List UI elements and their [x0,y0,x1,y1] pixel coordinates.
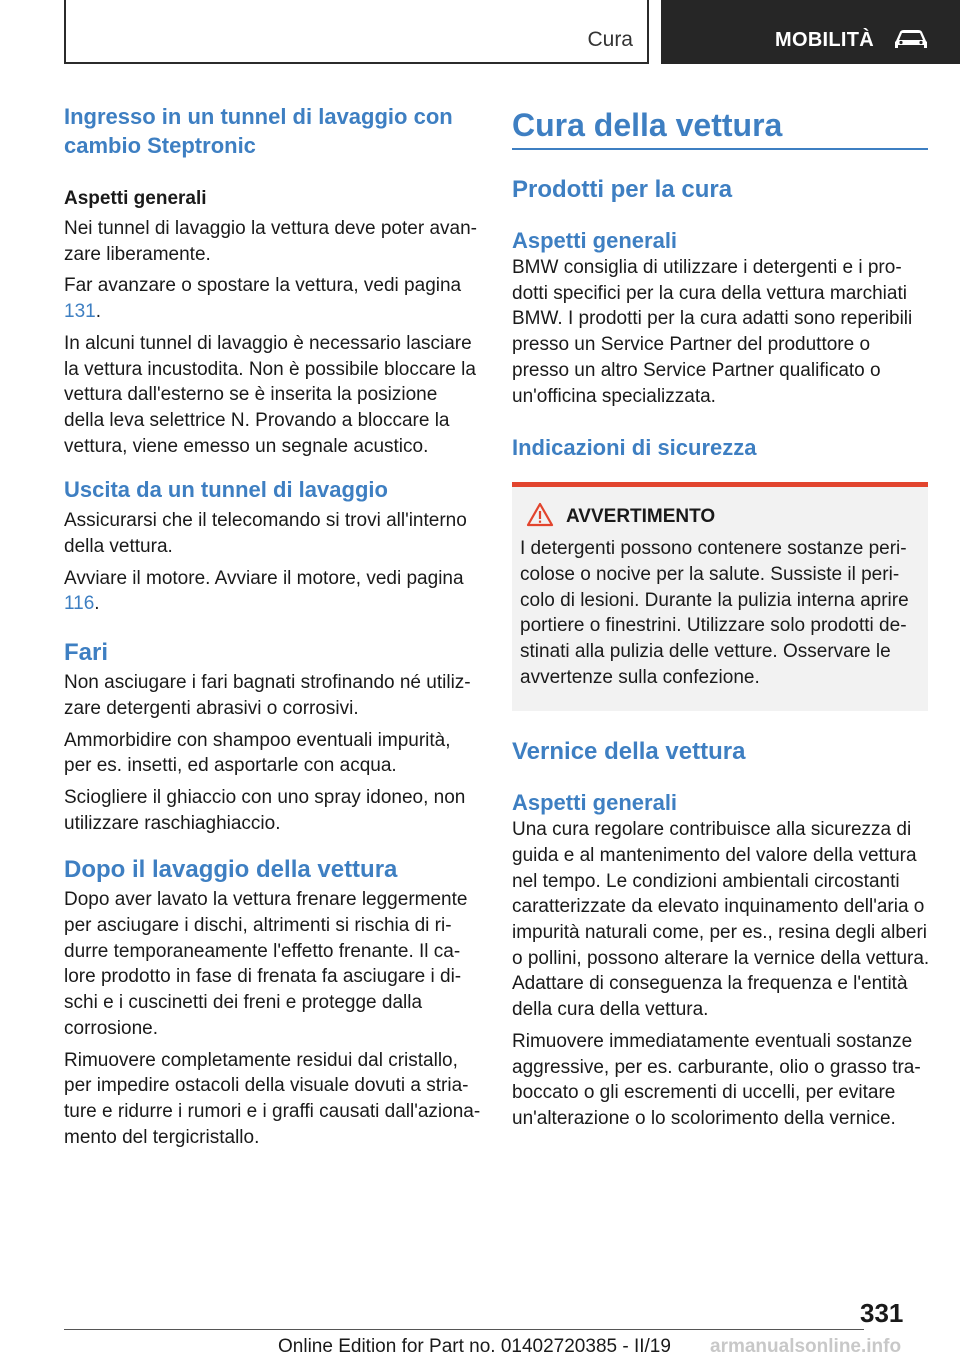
page-link-116[interactable]: 116 [64,593,95,615]
paragraph: Rimuovere completamente residui dal cristallo, per impedire ostacoli della visuale dovuti a striature e ridurre i rumori e i graffi causati dall'azionamento del tergicristallo. [64,1049,481,1148]
paragraph: In alcuni tunnel di lavaggio è necessario lasciare la vettura incustodita. Non è possibile bloccare la vettura dall'esterno se è inserita la posizione della leva selettrice N. Provando a bloccare la vettura, viene emesso un segnale acustico. [64,332,476,457]
heading-general-aspects: Aspetti generali [512,228,678,253]
paragraph-end: . [94,593,100,615]
right-column [512,102,930,1132]
paragraph-text: Far avanzare o spostare la vettura, vedi pagina [64,275,462,297]
paragraph: Sciogliere il ghiaccio con uno spray idoneo, non utilizzare raschiaghiaccio. [64,786,466,834]
heading-tunnel-steptronic: Ingresso in un tunnel di lavaggio con cambio Steptronic [64,104,453,158]
paragraph: Nei tunnel di lavaggio la vettura deve poter avanzare liberamente. [64,218,477,265]
heading-headlights: Fari [64,639,109,667]
car-icon [892,27,930,51]
paragraph: Assicurarsi che il telecomando si trovi all'interno della vettura. [64,510,467,558]
header-section-title: Cura [587,28,633,51]
heading-general-aspects: Aspetti generali [512,790,678,816]
warning-title-row [520,504,920,529]
header-chapter-title: MOBILITÀ [775,29,875,51]
heading-safety-notes: Indicazioni di sicurezza [512,435,757,461]
paragraph: Non asciugare i fari bagnati strofinando né utilizzare detergenti abrasivi o corrosivi. [64,672,471,719]
page-link-131[interactable]: 131 [64,301,96,323]
paragraph-with-link [64,273,482,324]
footer-watermark: armanualsonline.info [710,1336,902,1357]
header-section-box [64,0,649,64]
paragraph: Una cura regolare contribuisce alla sicurezza di guida e al mantenimento del valore della vettura nel tempo. Le condizioni ambientali circostanti caratterizzate da elevato inquinamento dell'aria o impurità naturali come, per es., resina degli alberi o pollini, possono alterare la vernice della vettura. Adattare di conseguenza la frequenza e l'entità della cura della vettura. [512,819,930,1021]
paragraph-with-link [64,566,482,617]
heading-car-care: Cura della vettura [512,107,783,143]
heading-care-products: Prodotti per la cura [512,176,733,203]
paragraph: Rimuovere immediatamente eventuali sostanze aggressive, per es. carburante, olio o grasso traboccato o gli escrementi di uccelli, per evitare un'alterazione o lo scolorimento della vernice. [512,1030,921,1129]
heading-general-aspects: Aspetti generali [64,188,207,209]
warning-text: I detergenti possono contenere sostanze pericolose o nocive per la salute. Sussiste il pericolo di lesioni. Durante la pulizia interna aprire portiere o finestrini. Utilizzare solo prodotti destinati alla pulizia delle vetture. Osservare le avvertenze sulla confezione. [520,538,909,688]
warning-accent-bar [512,482,928,487]
left-column [64,102,482,1150]
warning-triangle-icon [526,502,554,528]
footer-edition: Online Edition for Part no. 01402720385 - II/19 [278,1336,671,1357]
paragraph: Ammorbidire con shampoo eventuali impurità, per es. insetti, ed asportarle con acqua. [64,729,451,777]
paragraph: Dopo aver lavato la vettura frenare leggermente per asciugare i dischi, altrimenti si rischia di ridurre temporaneamente l'effetto frenante. Il calore prodotto in fase di frenata fa asciugare i dischi e i cuscinetti dei freni e protegge dalla corrosione. [64,889,468,1039]
heading-tunnel-exit: Uscita da un tunnel di lavaggio [64,477,388,503]
heading-rule [512,148,928,150]
page-number: 331 [860,1298,904,1328]
heading-paint: Vernice della vettura [512,738,746,766]
paragraph-end: . [95,301,101,323]
paragraph: BMW consiglia di utilizzare i detergenti e i prodotti specifici per la cura della vettura marchiati BMW. I prodotti per la cura adatti sono reperibili presso un Service Partner del produttore o presso un altro Service Partner qualificato o un'officina specializzata. [512,257,913,407]
warning-box [512,482,928,711]
heading-after-wash: Dopo il lavaggio della vettura [64,856,398,884]
warning-title: AVVERTIMENTO [566,506,716,528]
header-chapter-box [661,0,960,64]
paragraph-text: Avviare il motore. Avviare il motore, vedi pagina [64,567,464,589]
footer-rule [64,1329,864,1330]
